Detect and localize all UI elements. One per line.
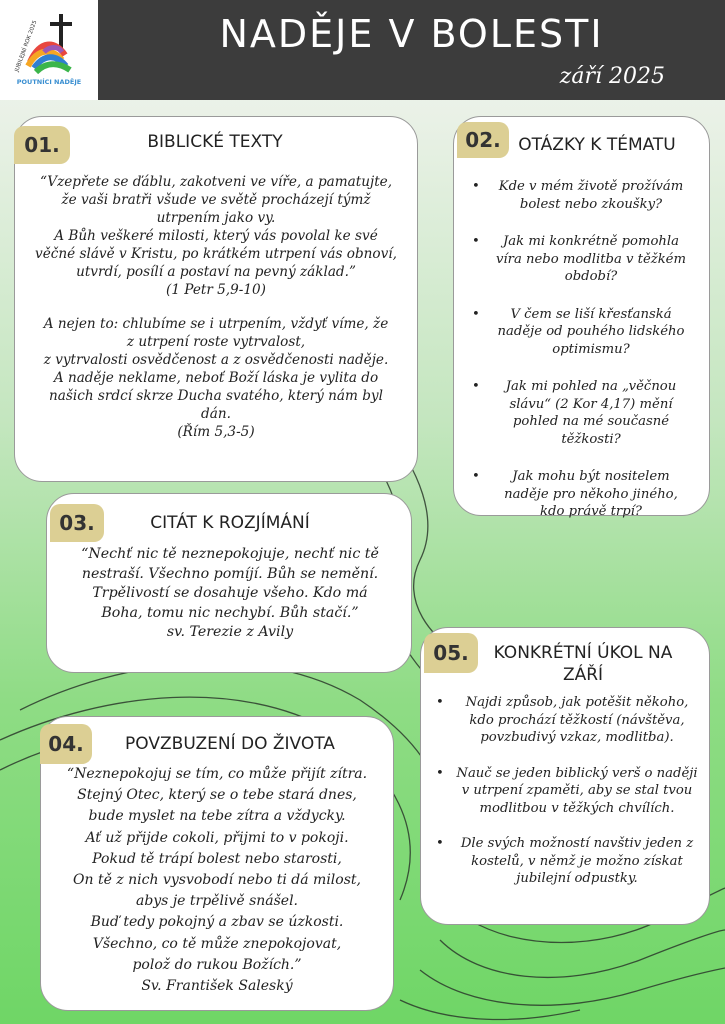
quote-line: Všechno, co tě může znepokojovat, (92, 935, 342, 952)
card-1-quote-1 (28, 173, 404, 299)
quote-line: z vytrvalosti osvědčenost a z osvědčenosti naděje. (43, 352, 389, 368)
list-item: • V čem se liší křesťanská naděje od pouhého lidského optimismu? (472, 306, 685, 357)
bullet-icon: • (472, 234, 480, 249)
card-2-number: 02. (457, 122, 509, 158)
bullet-icon: • (472, 469, 480, 484)
bullet-icon: • (436, 765, 444, 781)
logo-text-bottom: POUTNÍCI NADĚJE (16, 78, 82, 86)
card-4-quote (50, 764, 384, 997)
quote-line: Stejný Otec, který se o tebe stará dnes, (77, 787, 357, 804)
card-1-title: BIBLICKÉ TEXTY (147, 132, 283, 152)
card-5-number: 05. (424, 633, 478, 673)
quote-author: sv. Terezie z Avily (166, 624, 294, 640)
list-item: • Jak mohu být nositelem naděje pro někoho jiného, kdo právě trpí? (472, 469, 678, 519)
task-list (434, 694, 700, 888)
list-item: • Jak mi pohled na „věčnou slávu“ (2 Kor 4,17) mění pohled na mé současné těžkosti? (472, 379, 677, 447)
logo-text-top: JUBILEJNÍ ROK 2025 (14, 19, 39, 73)
quote-line: našich srdcí skrze Ducha svatého, který nám byl (49, 388, 383, 404)
bullet-icon: • (472, 379, 480, 394)
quote-line: A nejen to: chlubíme se i utrpením, vždyť víme, že (43, 316, 389, 332)
quote-line: Boha, tomu nic nechybí. Bůh stačí.” (101, 604, 359, 621)
card-4-number: 04. (40, 724, 92, 764)
header-bar (0, 0, 725, 100)
card-1-number: 01. (14, 126, 70, 164)
list-item: • Jak mi konkrétně pomohla víra nebo modlitba v těžkém období? (472, 234, 686, 284)
quote-line: z utrpení roste vytrvalost, (126, 334, 306, 350)
jubilee-logo-icon (0, 0, 98, 100)
quote-line: nestraší. Všechno pomíjí. Bůh se nemění. (81, 565, 379, 582)
quote-line: dán. (201, 406, 231, 422)
quote-line: On tě z nich vysvobodí nebo ti dá milost, (73, 872, 361, 889)
list-item: • Dle svých možností navštiv jeden z kostelů, v němž je možno získat jubilejní odpustky. (436, 836, 694, 886)
card-3-quote (60, 545, 400, 643)
bullet-icon: • (472, 306, 480, 322)
quote-line: že vaši bratři všude ve světě procházejí týmž (61, 192, 371, 208)
page-date: září 2025 (559, 64, 665, 89)
page-title: NADĚJE V BOLESTI (219, 12, 604, 56)
quote-line: A naděje neklame, neboť Boží láska je vylita do (53, 370, 379, 386)
quote-line: A Bůh veškeré milosti, který vás povolal ke své (54, 228, 378, 244)
card-3-title: CITÁT K ROZJÍMÁNÍ (150, 513, 310, 533)
quote-line: “Vzepřete se ďáblu, zakotveni ve víře, a pamatujte, (39, 174, 393, 190)
quote-line: Ať už přijde cokoli, přijmi to v pokoji. (85, 829, 349, 846)
quote-author: Sv. František Saleský (141, 978, 293, 995)
card-2-title: OTÁZKY K TÉMATU (518, 135, 676, 155)
quote-line: “Neznepokojuj se tím, co může přijít zítra. (66, 766, 368, 782)
card-3-number: 03. (50, 504, 104, 542)
bullet-icon: • (436, 695, 444, 710)
quote-reference: (Řím 5,3-5) (177, 424, 255, 440)
card-5-title: KONKRÉTNÍ ÚKOL NA ZÁŘÍ (493, 643, 673, 686)
list-item: • Najdi způsob, jak potěšit někoho, kdo prochází těžkostí (návštěva, povzbudivý vzkaz, modlitba). (436, 695, 689, 745)
quote-line: Pokud tě trápí bolest nebo starosti, (92, 850, 342, 867)
questions-list (470, 178, 692, 521)
list-item: • Kde v mém životě prožívám bolest nebo zkoušky? (472, 179, 684, 212)
bullet-icon: • (436, 836, 444, 851)
quote-line: “Nechť nic tě neznepokojuje, nechť nic tě (81, 546, 379, 562)
list-item: • Nauč se jeden biblický verš o naději v utrpení zpaměti, aby se stal tvou modlitbou v těžkých chvílích. (436, 765, 698, 816)
card-1-quote-2 (28, 315, 404, 441)
quote-line: abys je trpělivě snášel. (135, 893, 299, 910)
quote-line: utrpením jako vy. (156, 210, 276, 226)
bullet-icon: • (472, 179, 480, 194)
quote-line: Trpělivostí se dosahuje všeho. Kdo má (92, 585, 368, 601)
quote-reference: (1 Petr 5,9-10) (166, 282, 266, 298)
quote-line: utvrdí, posílí a postaví na pevný základ.” (76, 264, 356, 280)
quote-line: polož do rukou Božích.” (132, 956, 302, 973)
jubilee-logo (0, 0, 98, 100)
quote-line: věčné slávě v Kristu, po krátkém utrpení vás obnoví, (35, 246, 397, 262)
card-4-title: POVZBUZENÍ DO ŽIVOTA (125, 734, 335, 754)
quote-line: bude myslet na tebe zítra a vždycky. (88, 808, 346, 825)
quote-line: Buď tedy pokojný a zbav se úzkosti. (90, 914, 344, 931)
